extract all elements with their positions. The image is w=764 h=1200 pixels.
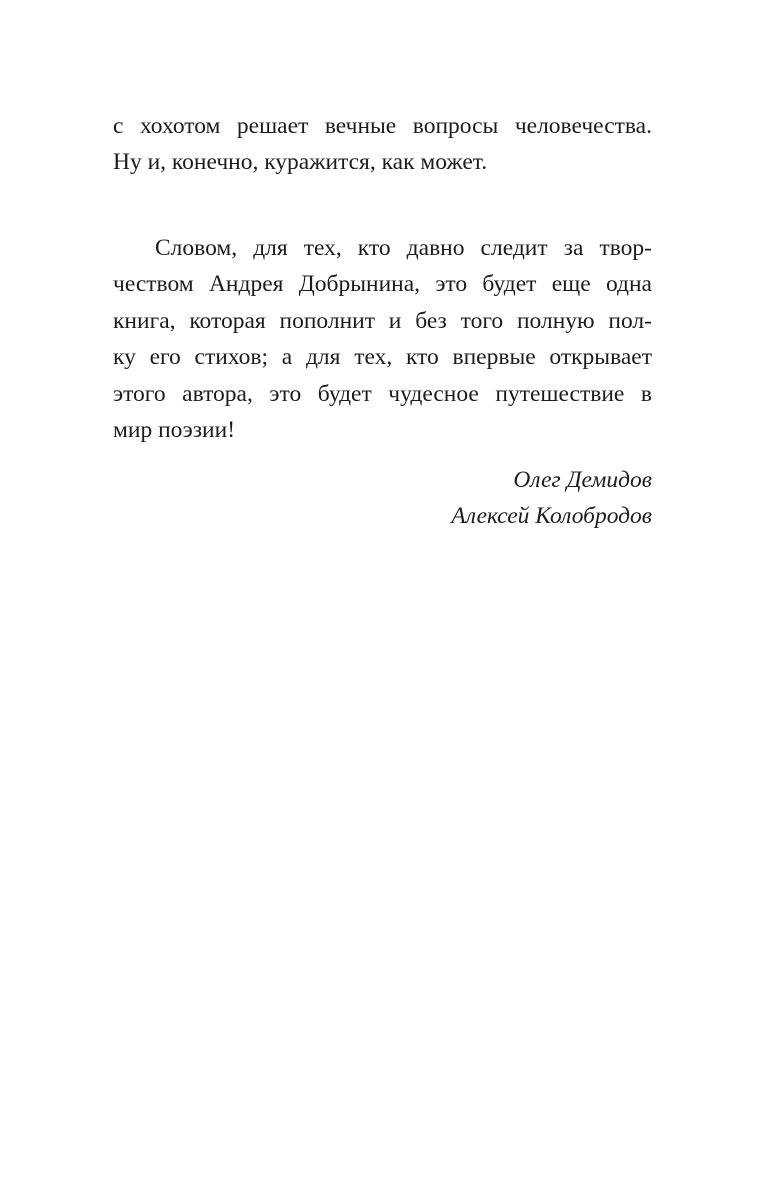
text-line: книга, которая пополнит и без того полную пол- [113, 307, 652, 334]
signature-author: Алексей Колобродов [451, 503, 652, 529]
text-line: чеством Андрея Добрынина, это будет еще одна [113, 271, 652, 298]
paragraph-conclusion [113, 230, 652, 448]
text-line: Словом, для тех, кто давно следит за твор- [155, 235, 652, 261]
signature-author: Олег Демидов [513, 467, 652, 493]
text-line: Ну и, конечно, куражится, как может. [113, 149, 488, 176]
text-line: мир поэзии! [113, 417, 236, 444]
paragraph-continuation [113, 108, 652, 181]
text-line: ку его стихов; а для тех, кто впервые открывает [113, 344, 652, 371]
text-line: этого автора, это будет чудесное путешествие в [113, 380, 652, 407]
signature-block [451, 462, 652, 534]
text-line: с хохотом решает вечные вопросы человечества. [113, 113, 652, 139]
